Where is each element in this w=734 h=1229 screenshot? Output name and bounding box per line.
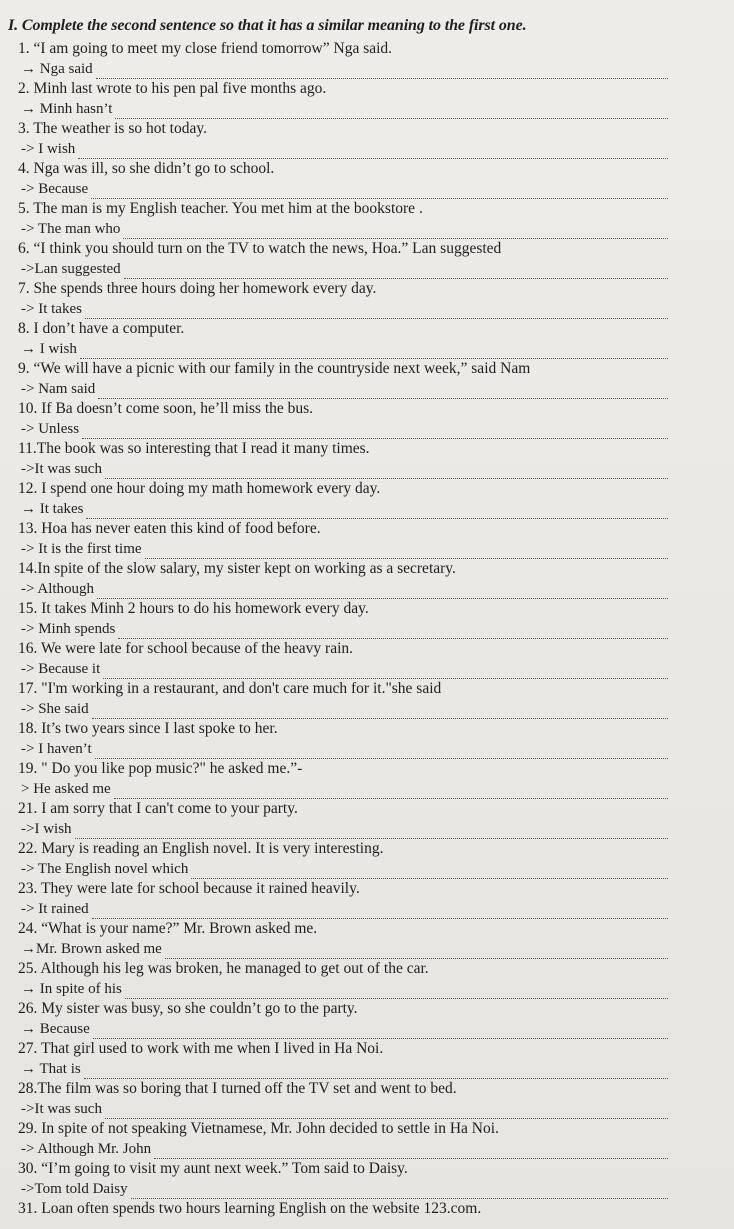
- exercise-item: [0, 1079, 734, 1119]
- answer-prefix: -> Because it: [21, 661, 101, 677]
- exercise-item: [0, 759, 734, 799]
- exercise-question: 3. The weather is so hot today.: [18, 120, 207, 137]
- answer-blank[interactable]: [191, 864, 668, 879]
- answer-line: [0, 659, 734, 679]
- exercise-question: 27. That girl used to work with me when I lived in Ha Noi.: [18, 1040, 384, 1057]
- answer-blank[interactable]: [105, 1104, 668, 1119]
- exercise-item: [0, 79, 734, 119]
- exercise-item: [0, 479, 734, 519]
- answer-line: [0, 819, 734, 839]
- exercise-question: 13. Hoa has never eaten this kind of food before.: [18, 520, 321, 537]
- answer-prefix: → Minh hasn’t: [21, 101, 113, 117]
- answer-prefix: -> Minh spends: [21, 621, 116, 637]
- answer-blank[interactable]: [75, 824, 668, 839]
- exercise-item: [0, 959, 734, 999]
- exercise-item: [0, 1039, 734, 1079]
- exercise-question: 16. We were late for school because of the heavy rain.: [18, 640, 354, 657]
- answer-blank[interactable]: [95, 744, 668, 759]
- answer-prefix: -> Although Mr. John: [21, 1141, 152, 1157]
- answer-prefix: → In spite of his: [21, 981, 122, 997]
- answer-prefix: → Nga said: [21, 61, 93, 77]
- answer-line: [0, 59, 734, 79]
- answer-blank[interactable]: [85, 304, 668, 319]
- answer-line: [0, 379, 734, 399]
- exercise-item: [0, 199, 734, 239]
- answer-line: [0, 419, 734, 439]
- exercise-item: [0, 679, 734, 719]
- exercise-item: [0, 559, 734, 599]
- answer-blank[interactable]: [86, 504, 668, 519]
- answer-blank[interactable]: [78, 144, 668, 159]
- exercise-question: 26. My sister was busy, so she couldn’t go to the party.: [18, 1000, 358, 1017]
- exercise-question: 12. I spend one hour doing my math homework every day.: [18, 480, 381, 497]
- exercise-question: 1. “I am going to meet my close friend tomorrow” Nga said.: [18, 40, 393, 57]
- answer-line: [0, 539, 734, 559]
- exercise-question: 15. It takes Minh 2 hours to do his homework every day.: [18, 600, 369, 617]
- exercise-item: [0, 359, 734, 399]
- exercise-item: [0, 39, 734, 79]
- exercise-question: 2. Minh last wrote to his pen pal five months ago.: [18, 80, 327, 97]
- answer-prefix: ->It was such: [21, 1101, 102, 1117]
- answer-blank[interactable]: [92, 904, 668, 919]
- answer-blank[interactable]: [118, 624, 668, 639]
- answer-line: [0, 899, 734, 919]
- answer-prefix: -> Unless: [21, 421, 80, 437]
- exercise-item: [0, 639, 734, 679]
- answer-line: [0, 219, 734, 239]
- answer-prefix: -> Although: [21, 581, 95, 597]
- exercise-question: 8. I don’t have a computer.: [18, 320, 185, 337]
- answer-line: [0, 499, 734, 519]
- answer-blank[interactable]: [125, 984, 668, 999]
- exercise-question: 23. They were late for school because it rained heavily.: [18, 880, 360, 897]
- exercise-item: [0, 1159, 734, 1199]
- exercise-question: 10. If Ba doesn’t come soon, he’ll miss the bus.: [18, 400, 314, 417]
- answer-prefix: → It takes: [21, 501, 84, 517]
- answer-blank[interactable]: [80, 344, 668, 359]
- answer-prefix: ->Tom told Daisy: [21, 1181, 128, 1197]
- answer-prefix: -> Because: [21, 181, 89, 197]
- exercise-list: [0, 39, 734, 1219]
- answer-prefix: -> She said: [21, 701, 89, 717]
- exercise-item: [0, 519, 734, 559]
- answer-line: [0, 619, 734, 639]
- exercise-question: 29. In spite of not speaking Vietnamese, Mr. John decided to settle in Ha Noi.: [18, 1120, 499, 1137]
- exercise-item: [0, 999, 734, 1039]
- exercise-question: 22. Mary is reading an English novel. It is very interesting.: [18, 840, 384, 857]
- answer-blank[interactable]: [82, 424, 668, 439]
- answer-line: [0, 1059, 734, 1079]
- answer-line: [0, 459, 734, 479]
- answer-blank[interactable]: [91, 184, 668, 199]
- answer-blank[interactable]: [84, 1064, 668, 1079]
- answer-prefix: > He asked me: [21, 781, 111, 797]
- exercise-question: 19. " Do you like pop music?" he asked me.”-: [18, 760, 303, 777]
- answer-line: [0, 739, 734, 759]
- answer-prefix: ->It was such: [21, 461, 102, 477]
- exercise-item: [0, 119, 734, 159]
- answer-line: [0, 979, 734, 999]
- exercise-item: [0, 719, 734, 759]
- answer-line: [0, 1099, 734, 1119]
- answer-prefix: ->Lan suggested: [21, 261, 121, 277]
- answer-line: [0, 99, 734, 119]
- exercise-item: [0, 399, 734, 439]
- exercise-item: [0, 1119, 734, 1159]
- exercise-question: 30. “I’m going to visit my aunt next week.” Tom said to Daisy.: [18, 1160, 408, 1177]
- exercise-question: 6. “I think you should turn on the TV to watch the news, Hoa.” Lan suggested: [18, 240, 502, 257]
- answer-blank[interactable]: [115, 104, 668, 119]
- exercise-item: [0, 839, 734, 879]
- exercise-question: 28.The film was so boring that I turned off the TV set and went to bed.: [18, 1080, 457, 1097]
- answer-line: [0, 779, 734, 799]
- answer-blank[interactable]: [114, 784, 668, 799]
- answer-prefix: →Mr. Brown asked me: [21, 941, 162, 957]
- answer-line: [0, 859, 734, 879]
- answer-prefix: → Because: [21, 1021, 90, 1037]
- exercise-item: [0, 279, 734, 319]
- answer-prefix: -> I wish: [21, 141, 76, 157]
- exercise-item: [0, 239, 734, 279]
- answer-line: [0, 1019, 734, 1039]
- exercise-question: 7. She spends three hours doing her homework every day.: [18, 280, 377, 297]
- exercise-question: 14.In spite of the slow salary, my sister kept on working as a secretary.: [18, 560, 456, 577]
- exercise-question: 9. “We will have a picnic with our family in the countryside next week,” said Nam: [18, 360, 531, 377]
- answer-blank[interactable]: [97, 584, 668, 599]
- exercise-question: 24. “What is your name?” Mr. Brown asked me.: [18, 920, 318, 937]
- answer-prefix: -> It is the first time: [21, 541, 142, 557]
- answer-prefix: → That is: [21, 1061, 81, 1077]
- answer-line: [0, 1179, 734, 1199]
- exercise-item: [0, 159, 734, 199]
- answer-blank[interactable]: [145, 544, 668, 559]
- answer-blank[interactable]: [98, 384, 668, 399]
- answer-line: [0, 939, 734, 959]
- answer-blank[interactable]: [165, 944, 668, 959]
- answer-blank[interactable]: [124, 264, 668, 279]
- answer-line: [0, 699, 734, 719]
- exercise-question: 25. Although his leg was broken, he managed to get out of the car.: [18, 960, 429, 977]
- answer-prefix: -> I haven’t: [21, 741, 92, 757]
- answer-blank[interactable]: [123, 224, 668, 239]
- answer-prefix: -> The man who: [21, 221, 121, 237]
- exercise-item: [0, 919, 734, 959]
- exercise-question: 17. "I'm working in a restaurant, and don't care much for it."she said: [18, 680, 442, 697]
- exercise-item: [0, 319, 734, 359]
- answer-blank[interactable]: [103, 664, 668, 679]
- answer-prefix: -> The English novel which: [21, 861, 189, 877]
- answer-prefix: -> It takes: [21, 301, 82, 317]
- exercise-question: 11.The book was so interesting that I read it many times.: [18, 440, 370, 457]
- answer-prefix: ->I wish: [21, 821, 72, 837]
- answer-line: [0, 339, 734, 359]
- exercise-question: 4. Nga was ill, so she didn’t go to school.: [18, 160, 275, 177]
- exercise-item: [0, 599, 734, 639]
- answer-line: [0, 179, 734, 199]
- answer-blank[interactable]: [105, 464, 668, 479]
- answer-prefix: -> Nam said: [21, 381, 96, 397]
- answer-prefix: → I wish: [21, 341, 77, 357]
- answer-line: [0, 299, 734, 319]
- answer-blank[interactable]: [93, 1024, 668, 1039]
- exercise-question: 18. It’s two years since I last spoke to her.: [18, 720, 278, 737]
- answer-blank[interactable]: [92, 704, 668, 719]
- exercise-item: [0, 799, 734, 839]
- exercise-heading: I. Complete the second sentence so that it has a similar meaning to the first one.: [8, 17, 527, 34]
- answer-prefix: -> It rained: [21, 901, 89, 917]
- answer-line: [0, 259, 734, 279]
- answer-blank[interactable]: [96, 64, 668, 79]
- exercise-item: [0, 439, 734, 479]
- exercise-question: 21. I am sorry that I can't come to your party.: [18, 800, 298, 817]
- exercise-question: 5. The man is my English teacher. You met him at the bookstore .: [18, 200, 423, 217]
- exercise-item: [0, 1199, 734, 1219]
- answer-blank[interactable]: [131, 1184, 668, 1199]
- answer-line: [0, 139, 734, 159]
- answer-blank[interactable]: [154, 1144, 668, 1159]
- exercise-item: [0, 879, 734, 919]
- answer-line: [0, 1139, 734, 1159]
- exercise-question: 31. Loan often spends two hours learning English on the website 123.com.: [18, 1200, 482, 1217]
- answer-line: [0, 579, 734, 599]
